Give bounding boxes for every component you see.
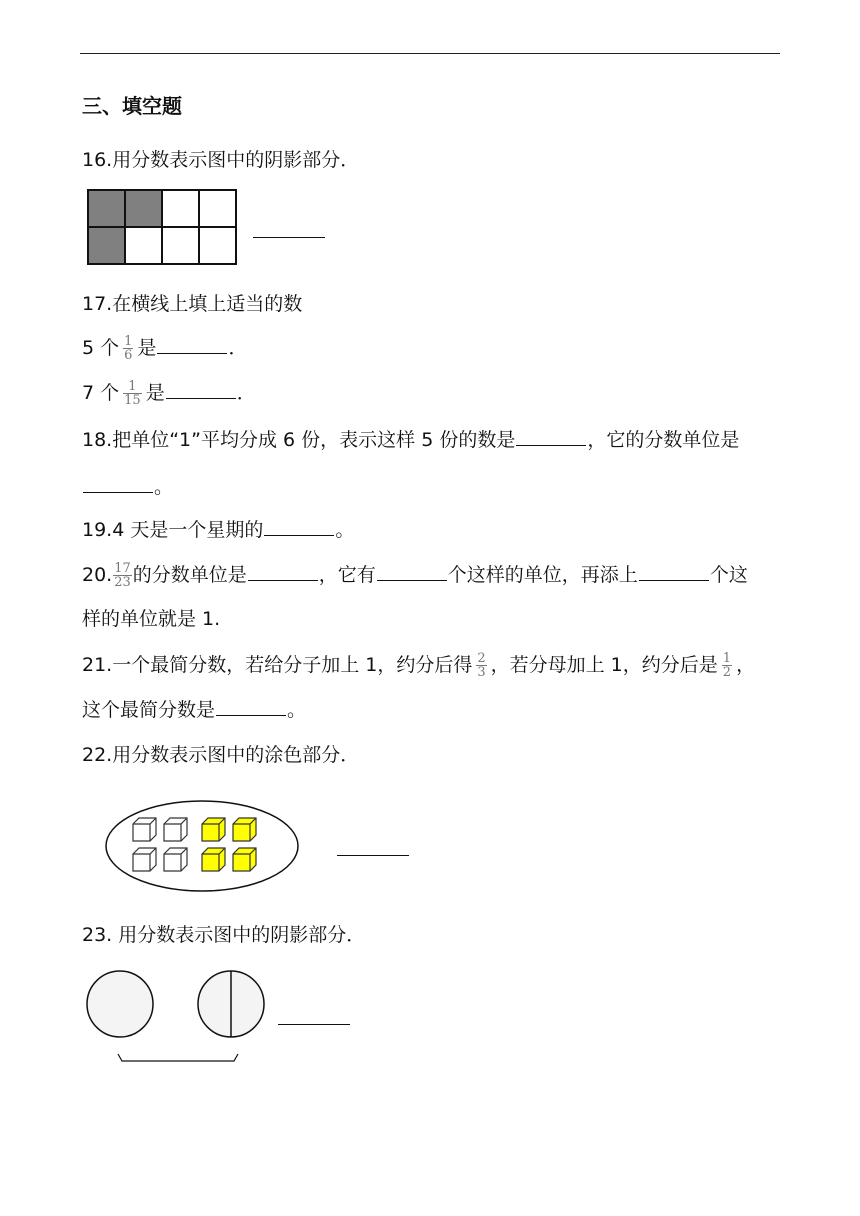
grid-cell <box>162 190 199 227</box>
cube-white <box>164 818 187 841</box>
fraction: $\frac{17}{23}$ <box>114 561 131 590</box>
q17-b-answer-blank[interactable] <box>166 380 236 399</box>
q21-line2: 这个最简分数是 。 <box>82 699 307 721</box>
q23-circles-figure <box>84 966 270 1066</box>
q20-answer-blank-3[interactable] <box>639 562 709 581</box>
q19-answer-blank[interactable] <box>264 517 334 536</box>
q22-cubes-figure <box>100 796 304 896</box>
cube-yellow <box>202 818 225 841</box>
q18-answer-blank-1[interactable] <box>516 427 586 446</box>
q18-answer-blank-2[interactable] <box>83 474 153 493</box>
q17-a-answer-blank[interactable] <box>157 335 227 354</box>
q17-item-a: 5 个 $\frac{1}{6}$ 是 ． <box>82 334 248 363</box>
grid-cell <box>162 227 199 264</box>
q22-answer-blank[interactable] <box>337 837 409 856</box>
q22-text: 22.用分数表示图中的涂色部分． <box>82 744 360 766</box>
q18-line2: 。 <box>82 474 173 499</box>
q20-answer-blank-1[interactable] <box>248 562 318 581</box>
q16-answer-blank[interactable] <box>253 219 325 238</box>
cube-white <box>164 848 187 871</box>
q20-line2: 样的单位就是 1. <box>82 608 221 630</box>
header-rule <box>80 53 780 54</box>
cube-white <box>133 818 156 841</box>
cube-white <box>133 848 156 871</box>
grid-cell <box>199 190 236 227</box>
grid-cell <box>199 227 236 264</box>
fraction: $\frac{1}{6}$ <box>124 334 133 363</box>
cube-yellow <box>202 848 225 871</box>
fraction: $\frac{1}{2}$ <box>722 651 732 680</box>
q17-item-b: 7 个 $\frac{1}{15}$ 是 ． <box>82 379 256 408</box>
q18-line1: 18.把单位“1”平均分成 6 份，表示这样 5 份的数是 ，它的分数单位是 <box>82 429 740 451</box>
cube-yellow <box>233 818 256 841</box>
cube-yellow <box>233 848 256 871</box>
whole-circle <box>87 971 153 1037</box>
grid-cell-shaded <box>125 190 162 227</box>
q20-line1: 20. $\frac{17}{23}$ 的分数单位是 ，它有 个这样的单位，再添上 个这 <box>82 561 748 590</box>
grid-cell-shaded <box>88 227 125 264</box>
bracket <box>118 1054 238 1061</box>
section-title: 三、填空题 <box>82 94 182 118</box>
q21-line1: 21.一个最简分数，若给分子加上 1，约分后得 $\frac{2}{3}$ ，若分母加上 1，约分后是 $\frac{1}{2}$ ， <box>82 651 756 680</box>
q23-answer-blank[interactable] <box>278 1006 350 1025</box>
fraction: $\frac{2}{3}$ <box>477 651 486 680</box>
q16-text: 16.用分数表示图中的阴影部分． <box>82 149 360 171</box>
q19-line: 19.4 天是一个星期的 。 <box>82 519 355 541</box>
q21-answer-blank[interactable] <box>216 697 286 716</box>
grid-cell-shaded <box>88 190 125 227</box>
q20-answer-blank-2[interactable] <box>377 562 447 581</box>
grid-cell <box>125 227 162 264</box>
q16-grid-figure <box>86 188 240 268</box>
ellipse-outline <box>106 801 298 891</box>
q23-text: 23. 用分数表示图中的阴影部分． <box>82 924 366 946</box>
q17-text: 17.在横线上填上适当的数 <box>82 293 303 315</box>
fraction: $\frac{1}{15}$ <box>124 379 141 408</box>
